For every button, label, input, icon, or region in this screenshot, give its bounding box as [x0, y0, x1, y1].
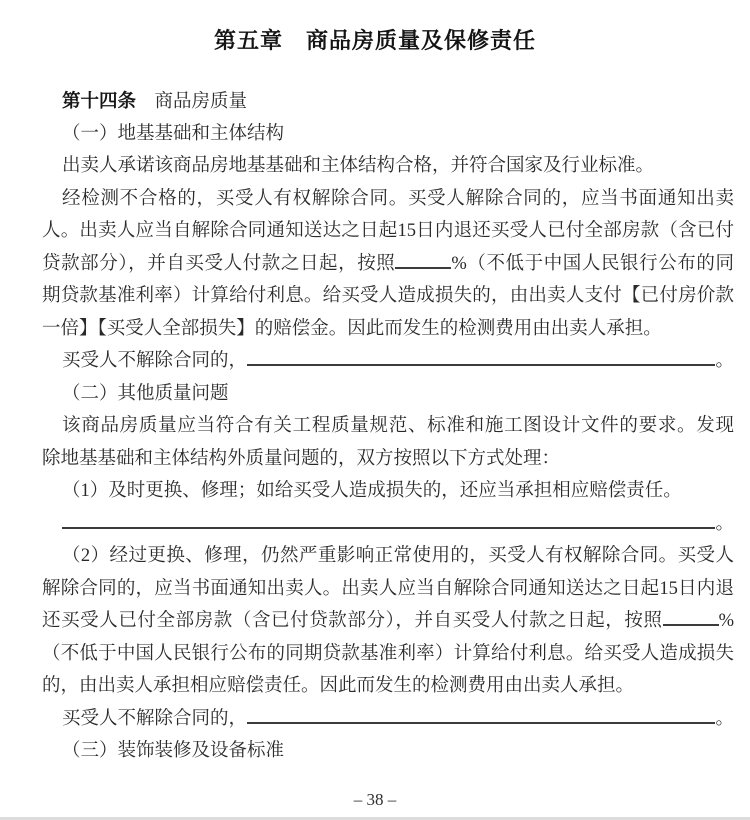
text-segment: 贷款部分），并自买受人付款之日起，按照: [42, 253, 396, 274]
para-line: [42, 280, 734, 313]
blank-underline-fill: [62, 512, 715, 529]
text-segment: 人。出卖人应当自解除合同通知送达之日起15日内退还买受人已付全部房款（含已付: [42, 221, 734, 241]
item-2-heading: [42, 378, 734, 411]
text-segment: 商品房质量: [136, 92, 248, 112]
para-line: [42, 670, 734, 703]
para-line-with-blank: [42, 248, 734, 281]
text-segment: （二）其他质量问题: [62, 383, 229, 404]
text-segment: 。: [715, 708, 734, 729]
text-segment: 买受人不解除合同的，: [62, 708, 248, 729]
text-segment: （三）装饰装修及设备标准: [62, 741, 285, 761]
clause-14-heading: [42, 85, 734, 118]
text-segment: 买受人不解除合同的，: [62, 351, 248, 371]
text-segment: 出卖人承诺该商品房地基基础和主体结构合格，并符合国家及行业标准。: [62, 156, 655, 176]
para-line: [42, 638, 734, 671]
blank-underline-fill: [247, 707, 715, 724]
text-segment: 期贷款基准利率）计算给付利息。给买受人造成损失的，由出卖人支付【已付房价款: [42, 286, 734, 306]
para-line: [42, 183, 734, 216]
sub-item-1-line: [42, 475, 734, 508]
item-1-heading: [42, 118, 734, 151]
document-body: [42, 85, 734, 768]
text-segment: %: [718, 611, 734, 631]
item-3-heading: [42, 735, 734, 768]
text-segment: %（不低于中国人民银行公布的同: [451, 253, 734, 274]
text-segment: 第十四条: [62, 90, 137, 111]
blank-underline: [663, 609, 719, 626]
fill-in-line: [42, 508, 734, 541]
para-line: [42, 313, 734, 346]
text-segment: 除地基基础和主体结构外质量问题的，双方按照以下方式处理：: [42, 448, 561, 469]
para-line: [42, 215, 734, 248]
text-segment: 解除合同的，应当书面通知出卖人。出卖人应当自解除合同通知送达之日起15日内退: [42, 578, 734, 599]
text-segment: 一倍】【买受人全部损失】的赔偿金。因此而发生的检测费用由出卖人承担。: [42, 318, 662, 339]
text-segment: 该商品房质量应当符合有关工程质量规范、标准和施工图设计文件的要求。发现: [62, 416, 734, 436]
fill-in-line: [42, 703, 734, 736]
page-number: – 38 –: [353, 790, 397, 809]
text-segment: （1）及时更换、修理；如给买受人造成损失的，还应当承担相应赔偿责任。: [62, 481, 682, 501]
sub-item-2-line: [42, 540, 734, 573]
blank-underline: [395, 252, 451, 269]
para-line: [42, 443, 734, 476]
para-line: [42, 573, 734, 606]
text-segment: 。: [715, 513, 734, 534]
text-segment: 还买受人已付全部房款（含已付贷款部分），并自买受人付款之日起，按照: [42, 611, 663, 631]
chapter-title: 第五章 商品房质量及保修责任: [213, 28, 536, 53]
text-segment: 经检测不合格的，买受人有权解除合同。买受人解除合同的，应当书面通知出卖: [62, 188, 734, 209]
text-segment: 的，由出卖人承担相应赔偿责任。因此而发生的检测费用由出卖人承担。: [42, 676, 635, 696]
blank-underline-fill: [247, 349, 715, 366]
para-line: [42, 410, 734, 443]
text-segment: （一）地基基础和主体结构: [62, 123, 285, 144]
fill-in-line: [42, 345, 734, 378]
document-lines: [42, 85, 734, 768]
para-line: [42, 150, 734, 183]
text-segment: （2）经过更换、修理，仍然严重影响正常使用的，买受人有权解除合同。买受人: [62, 546, 734, 566]
text-segment: 。: [715, 351, 734, 371]
para-line-with-blank: [42, 605, 734, 638]
text-segment: （不低于中国人民银行公布的同期贷款基准利率）计算给付利息。给买受人造成损失: [42, 643, 734, 664]
